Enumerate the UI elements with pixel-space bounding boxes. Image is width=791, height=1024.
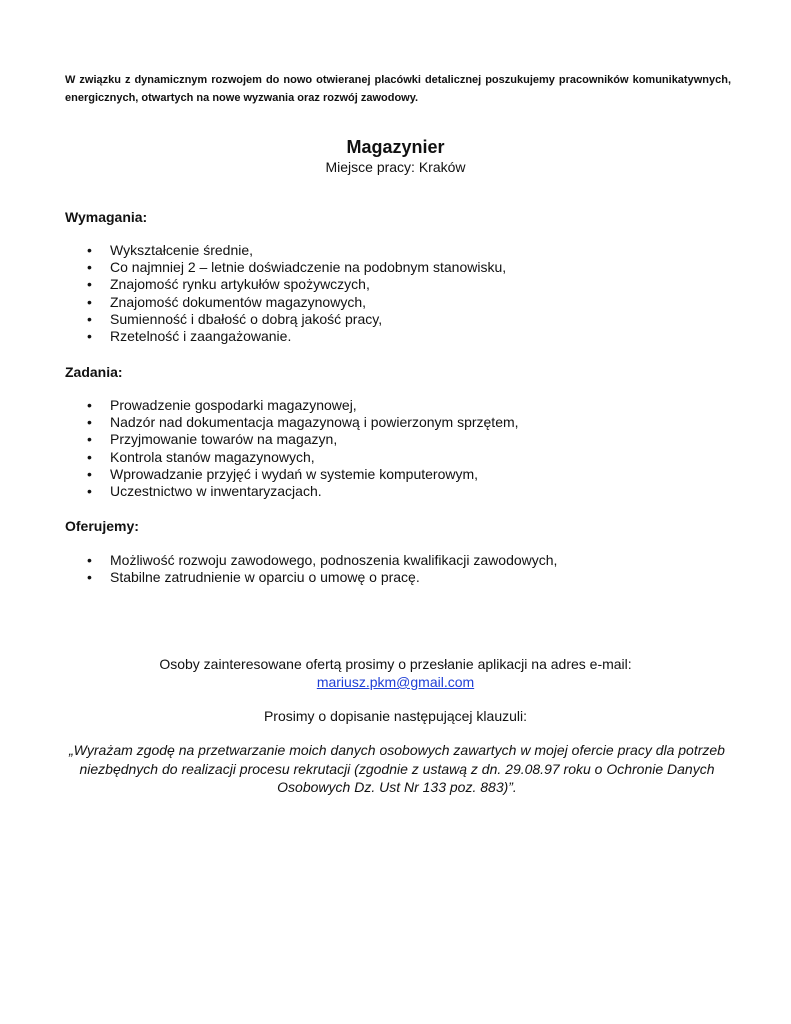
list-item bbox=[65, 294, 755, 311]
list-item-text: Przyjmowanie towarów na magazyn, bbox=[110, 431, 338, 448]
list-item-text: Nadzór nad dokumentacja magazynową i powierzonym sprzętem, bbox=[110, 414, 519, 431]
consent-clause: „Wyrażam zgodę na przetwarzanie moich danych osobowych zawartych w mojej ofercie pracy dla potrzeb niezbędnych do realizacji procesu rekrutacji (zgodnie z ustawą z dn. 29.08.97 roku o Ochronie Danych Osobowych Dz. Ust Nr 133 poz. 883)”. bbox=[69, 742, 725, 795]
offer-list bbox=[65, 552, 755, 586]
list-item-text: Rzetelność i zaangażowanie. bbox=[110, 328, 292, 345]
bullet-icon: • bbox=[87, 483, 92, 500]
list-item-text: Prowadzenie gospodarki magazynowej, bbox=[110, 397, 357, 413]
application-instructions: Osoby zainteresowane ofertą prosimy o przesłanie aplikacji na adres e-mail: bbox=[159, 656, 632, 672]
job-location: Miejsce pracy: Kraków bbox=[325, 159, 466, 175]
email-line bbox=[0, 673, 791, 691]
bullet-icon: • bbox=[87, 448, 92, 465]
list-item bbox=[65, 483, 755, 500]
list-item-text: Wprowadzanie przyjęć i wydań w systemie komputerowym, bbox=[110, 465, 479, 482]
list-item bbox=[65, 466, 755, 483]
clause-request: Prosimy o dopisanie następującej klauzuli: bbox=[263, 708, 528, 724]
list-item-text: Znajomość rynku artykułów spożywczych, bbox=[110, 276, 370, 293]
list-item bbox=[65, 242, 755, 259]
list-item-text: Kontrola stanów magazynowych, bbox=[110, 448, 315, 465]
bullet-icon: • bbox=[87, 242, 92, 258]
list-item-text: Wykształcenie średnie, bbox=[110, 242, 254, 258]
bullet-icon: • bbox=[87, 414, 92, 431]
list-item-text: Sumienność i dbałość o dobrą jakość pracy, bbox=[110, 310, 383, 327]
bullet-icon: • bbox=[87, 259, 92, 276]
list-item bbox=[65, 259, 755, 276]
list-item bbox=[65, 414, 755, 431]
requirements-list bbox=[65, 242, 755, 345]
list-item-text: Możliwość rozwoju zawodowego, podnoszenia kwalifikacji zawodowych, bbox=[110, 552, 558, 568]
job-title: Magazynier bbox=[346, 137, 445, 157]
requirements-heading: Wymagania: bbox=[65, 209, 148, 225]
bullet-icon: • bbox=[87, 276, 92, 293]
bullet-icon: • bbox=[87, 465, 92, 482]
list-item bbox=[65, 449, 755, 466]
offer-heading: Oferujemy: bbox=[65, 518, 139, 534]
bullet-icon: • bbox=[87, 431, 92, 448]
tasks-heading: Zadania: bbox=[65, 364, 123, 380]
bullet-icon: • bbox=[87, 293, 92, 310]
bullet-icon: • bbox=[87, 569, 92, 586]
list-item-text: Znajomość dokumentów magazynowych, bbox=[110, 293, 367, 310]
list-item-text: Stabilne zatrudnienie w oparciu o umowę o pracę. bbox=[110, 569, 420, 586]
list-item bbox=[65, 328, 755, 345]
intro-paragraph: W związku z dynamicznym rozwojem do nowo otwieranej placówki detalicznej poszukujemy pracowników komunikatywnych, energicznych, otwartych na nowe wyzwania oraz rozwój zawodowy. bbox=[65, 74, 731, 104]
list-item-text: Co najmniej 2 – letnie doświadczenie na podobnym stanowisku, bbox=[110, 259, 507, 276]
bullet-icon: • bbox=[87, 310, 92, 327]
list-item bbox=[65, 569, 755, 586]
list-item bbox=[65, 552, 755, 569]
list-item bbox=[65, 311, 755, 328]
bullet-icon: • bbox=[87, 397, 92, 413]
email-link[interactable]: mariusz.pkm@gmail.com bbox=[316, 674, 475, 690]
bullet-icon: • bbox=[87, 552, 92, 568]
bullet-icon: • bbox=[87, 328, 92, 345]
list-item bbox=[65, 276, 755, 293]
tasks-list bbox=[65, 397, 755, 500]
list-item bbox=[65, 431, 755, 448]
list-item-text: Uczestnictwo w inwentaryzacjach. bbox=[110, 483, 322, 500]
list-item bbox=[65, 397, 755, 414]
